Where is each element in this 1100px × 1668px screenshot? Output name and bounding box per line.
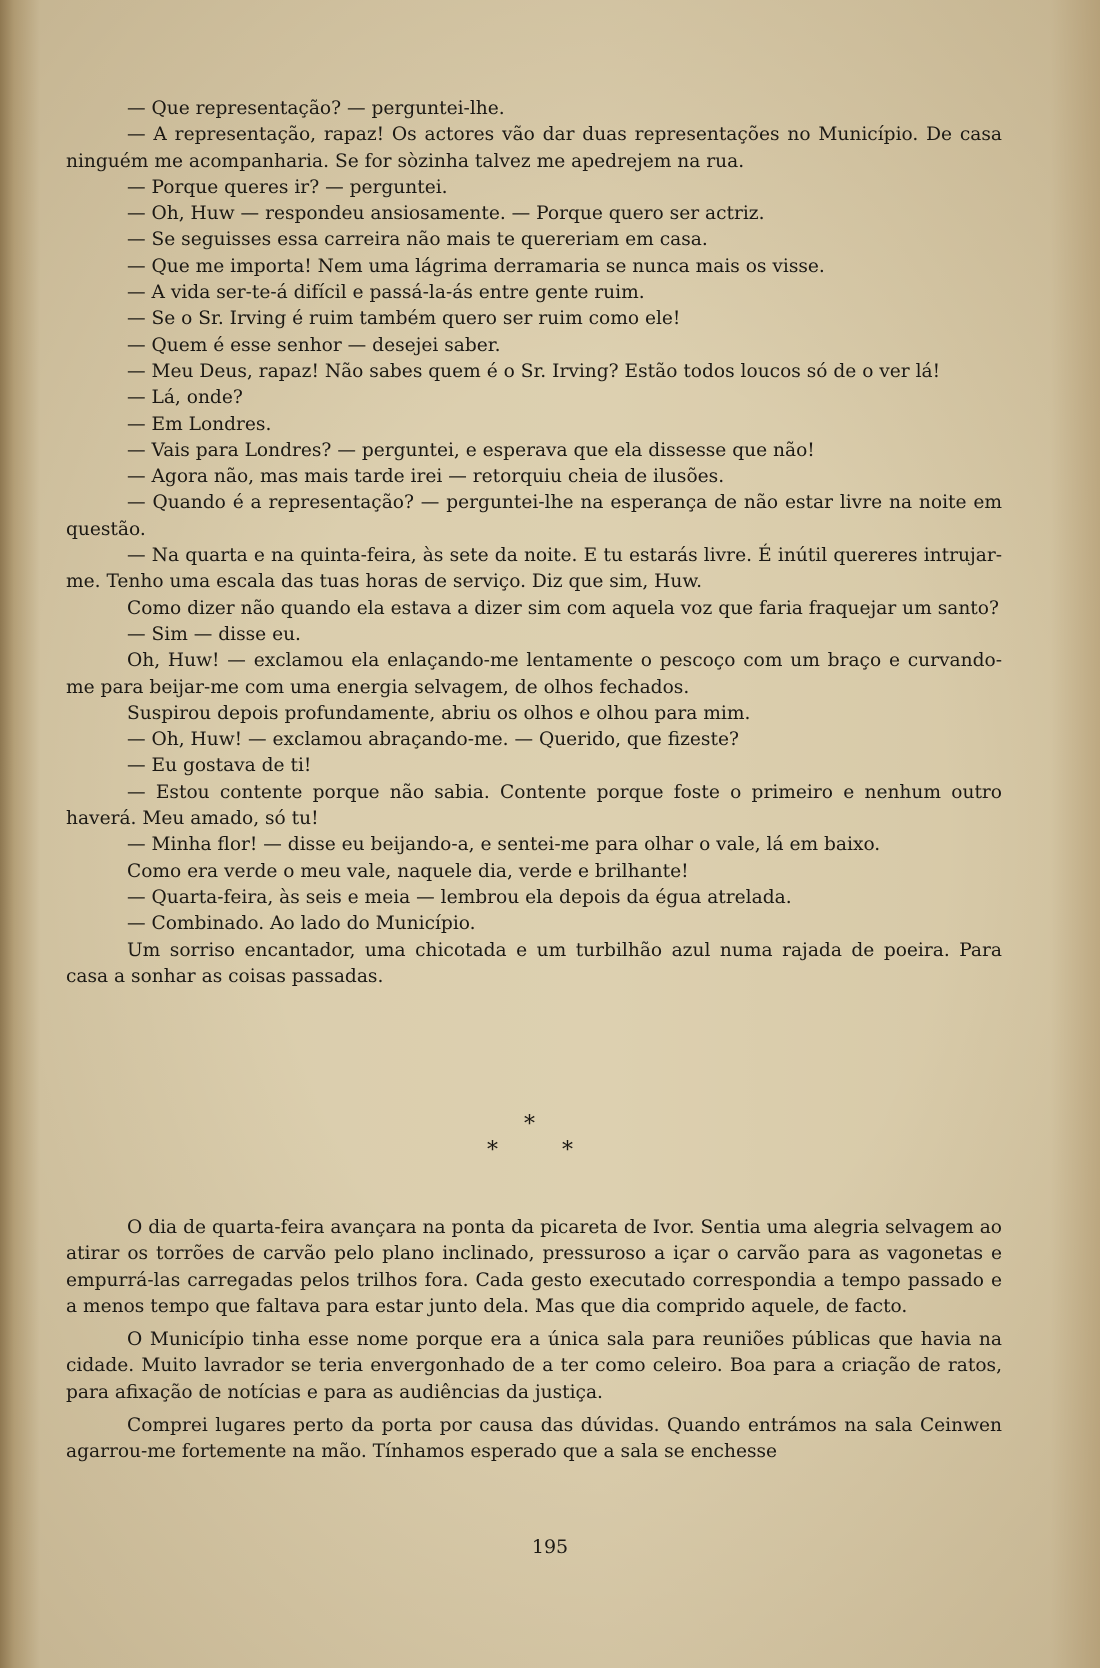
paragraph: — Oh, Huw! — exclamou abraçando-me. — Querido, que fizeste? (127, 729, 739, 751)
paragraph: — A vida ser-te-á difícil e passá-la-ás entre gente ruim. (127, 282, 645, 304)
paragraph: — Agora não, mas mais tarde irei — retorquiu cheia de ilusões. (127, 466, 725, 488)
paragraph: — Sim — disse eu. (127, 623, 301, 645)
asterisk: * (562, 1138, 573, 1163)
paragraph: Como era verde o meu vale, naquele dia, verde e brilhante! (127, 860, 689, 882)
asterisk: * (487, 1138, 498, 1163)
asterisk: * (524, 1112, 535, 1137)
paragraph: — Porque queres ir? — perguntei. (127, 176, 448, 198)
paragraph: Comprei lugares perto da porta por causa das dúvidas. Quando entrámos na sala Ceinwen agarrou-me fortemente na mão. Tínhamos esperado que a sala se enchesse (66, 1415, 1002, 1463)
paragraph: Um sorriso encantador, uma chicotada e um turbilhão azul numa rajada de poeira. Para casa a sonhar as coisas passadas. (66, 939, 1002, 987)
paragraph: — Minha flor! — disse eu beijando-a, e sentei-me para olhar o vale, lá em baixo. (127, 834, 881, 856)
paragraph: — A representação, rapaz! Os actores vão dar duas representações no Município. De casa ninguém me acompanharia. Se for sòzinha talvez me apedrejem na rua. (66, 124, 1002, 172)
paragraph: — Na quarta e na quinta-feira, às sete da noite. E tu estarás livre. É inútil quereres intrujar-me. Tenho uma escala das tuas horas de serviço. Diz que sim, Huw. (66, 545, 1002, 593)
paragraph: — Meu Deus, rapaz! Não sabes quem é o Sr. Irving? Estão todos loucos só de o ver lá! (127, 360, 941, 382)
paragraph: — Combinado. Ao lado do Município. (127, 913, 476, 935)
paragraph: — Que me importa! Nem uma lágrima derramaria se nunca mais os visse. (127, 255, 825, 277)
paragraph: — Oh, Huw — respondeu ansiosamente. — Porque quero ser actriz. (127, 203, 765, 225)
paragraph: — Quarta-feira, às seis e meia — lembrou ela depois da égua atrelada. (127, 886, 792, 908)
paragraph: O dia de quarta-feira avançara na ponta da picareta de Ivor. Sentia uma alegria selvagem ao atirar os torrões de carvão pelo plano inclinado, pressuroso a içar o carvão para as vagonetas e empurrá-las carregadas pelos trilhos fora. Cada gesto executado correspondia a tempo passado e a menos tempo que faltava para estar junto dela. Mas que dia comprido aquele, de facto. (66, 1217, 1002, 1317)
paragraph: — Se seguisses essa carreira não mais te quereriam em casa. (127, 229, 708, 251)
paragraph: — Quando é a representação? — perguntei-lhe na esperança de não estar livre na noite em questão. (66, 492, 1002, 540)
paragraph: — Eu gostava de ti! (127, 755, 312, 777)
paragraph: O Município tinha esse nome porque era a única sala para reuniões públicas que havia na cidade. Muito lavrador se teria envergonhado de a ter como celeiro. Boa para a criação de ratos, para afixação de notícias e para as audiências da justiça. (66, 1329, 1002, 1403)
dialogue-section (66, 96, 1002, 990)
paragraph: — Quem é esse senhor — desejei saber. (127, 334, 501, 356)
paragraph: — Vais para Londres? — perguntei, e esperava que ela dissesse que não! (127, 439, 815, 461)
paragraph: Oh, Huw! — exclamou ela enlaçando-me lentamente o pescoço com um braço e curvando-me para beijar-me com uma energia selvagem, de olhos fechados. (66, 650, 1002, 698)
page-number: 195 (531, 1536, 569, 1558)
narrative-section (66, 1215, 1002, 1473)
paragraph: Como dizer não quando ela estava a dizer sim com aquela voz que faria fraquejar um santo? (127, 597, 999, 619)
paragraph: — Lá, onde? (127, 387, 243, 409)
paragraph: — Estou contente porque não sabia. Contente porque foste o primeiro e nenhum outro haverá. Meu amado, só tu! (66, 781, 1002, 830)
paragraph: — Que representação? — perguntei-lhe. (127, 98, 505, 119)
paragraph: — Se o Sr. Irving é ruim também quero ser ruim como ele! (127, 308, 681, 330)
paragraph: — Em Londres. (127, 413, 272, 435)
paragraph: Suspirou depois profundamente, abriu os olhos e olhou para mim. (127, 702, 751, 724)
